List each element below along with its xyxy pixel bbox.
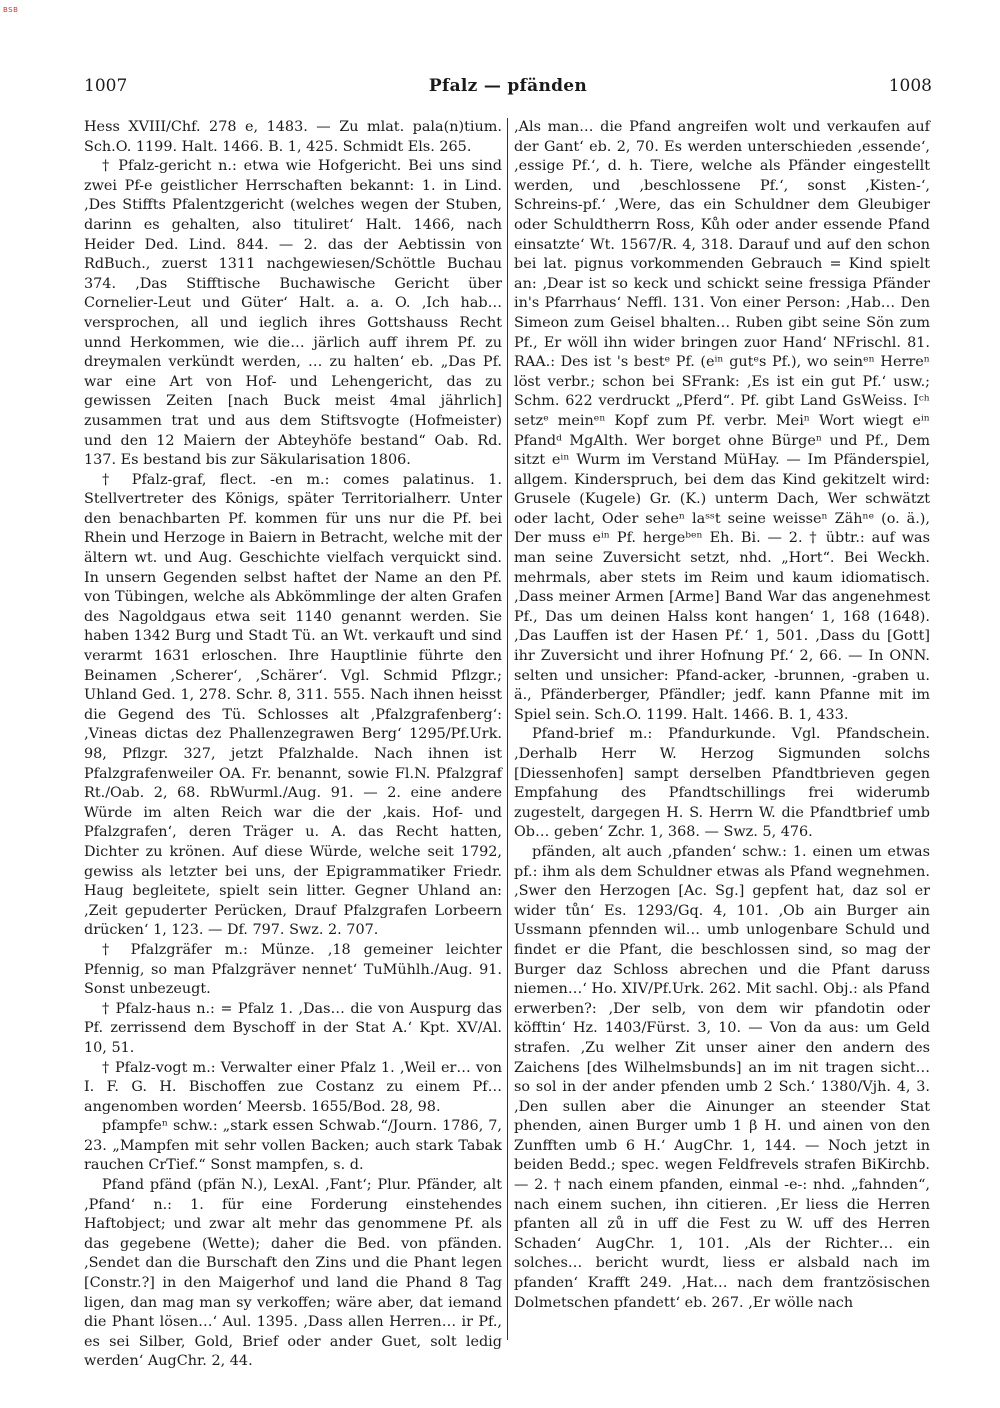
- entry-pfalz-gericht: † Pfalz-gericht n.: etwa wie Hofgericht. Bei uns sind zwei Pf-e geistlicher Herrschaften bekannt: 1. in Lind. ‚Des Stiffts Pfalentzgericht (welches wegen der Stuben, darinn es gehalten, also tituliret‘ Halt. 1466, nach Heider Ded. Lind. 844. — 2. das der Aebtissin von RdBuch., zuerst 1311 nachgewiesen/Schöttle Buchau 374. ‚Das Stifftische Buchawische Gericht über Cornelier-Leut und Güter‘ Halt. a. a. O. ‚Ich hab… versprochen, all und ieglich ihres Gottshauss Recht unnd Herkommen, wie die… järlich auff ihrem Pf. zu dreymalen verkündt werden, … zu halten‘ eb. „Das Pf. war eine Art von Hof- und Lehengericht, das zu gewissen Zeiten [nach Buck meist 4mal jährlich] zusammen trat und aus dem Stiftsvogte (Hofmeister) und den 12 Maiern der Abteyhöfe bestand“ Oab. Rd. 137. Es bestand bis zur Säkularisation 1806.: [84, 158, 502, 469]
- entry-pfalz-graf: † Pfalz-graf, flect. -en m.: comes palatinus. 1. Stellvertreter des Königs, später Territorialherr. Unter den benachbarten Pf. kommen für uns nur die Pf. bei Rhein und Herzoge in Baiern in Betracht, welche mit der ältern wt. und Aug. Geschichte vielfach verquickt sind. In unsern Gegenden selbst haftet der Name an den Pf. von Tübingen, welche als Abkömmlinge der alten Grafen des Nagoldgaus etwa seit 1140 genannt werden. Sie haben 1342 Burg und Stadt Tü. an Wt. verkauft und sind verarmt 1631 erloschen. Ihre Hauptlinie führte den Beinamen ‚Scherer‘, ‚Schärer‘. Vgl. Schmid Pflzgr.; Uhland Ged. 1, 278. Schr. 8, 311. 555. Nach ihnen heisst die Gegend des Tü. Schlosses alt ‚Pfalzgrafenberg‘: ‚Vineas dictas dez Phallenzegrawen Berg‘ 1295/Pf.Urk. 98, Pflzgr. 327, jetzt Pfalzhalde. Nach ihnen ist Pfalzgrafenweiler OA. Fr. benannt, sowie Fl.N. Pfalzgraf Rt./Oab. 2, 68. RbWurml./Aug. 91. — 2. eine andere Würde im alten Reich war die der ‚kais. Hof- und Pfalzgrafen‘, deren Träger u. A. das Recht hatten, Dichter zu krönen. Auf diese Würde, welche seit 1792, gewiss als letzter bei uns, der Epigrammatiker Friedr. Haug begleitete, spielt sein litter. Gegner Uhland an: ‚Zeit gepuderter Perücken, Drauf Pfalzgrafen Lorbeern drücken‘ 1, 123. — Df. 797. Swz. 2. 707.: [84, 471, 502, 939]
- column-divider: [507, 118, 508, 1340]
- entry-pfalz-haus: † Pfalz-haus n.: = Pfalz 1. ‚Das… die von Auspurg das Pf. zerrissend dem Byschoff in der Stat A.‘ Kpt. XV/Al. 10, 51.: [84, 1000, 502, 1056]
- page-header: [84, 76, 932, 100]
- library-stamp: BSB: [3, 6, 19, 14]
- entry-pfand-continuation: ‚Als man… die Pfand angreifen wolt und verkaufen auf der Gant‘ eb. 2, 70. Es werden unterschieden ‚essende‘, ‚essige Pf.‘, d. h. Tiere, welche als Pfänder eingestellt werden, und ‚beschlossene Pf.‘, sonst ‚Kisten-‘, Schreins-pf.‘ ‚Were, das ein Schuldner dem Gleubiger oder Schuldtherrn Ross, Kůh oder ander essende Pfand einsatzte‘ Wt. 1567/R. 4, 318. Darauf und auf den schon bei lat. pignus vorkommenden Gebrauch = Kind spielt an: ‚Dear ist so keck und schickt seine fressiga Pfänder in's Pfarrhaus‘ Neffl. 131. Von einer Person: ‚Hab… Den Simeon zum Geisel bhalten… Ruben gibt seine Sön zum Pf., Er wöll ihn wider bringen zuor Hand‘ NFrischl. 81. RAA.: Des ist 's bestᵉ Pf. (eⁱⁿ gutᵉs Pf.), wo seinᵉⁿ Herreⁿ löst verbr.; schon bei SFrank: ‚Es ist ein gut Pf.‘ usw.; Schm. 622 verdruckt „Pferd“. Pf. gibt Land GsWeiss. Iᶜʰ setzᵉ meinᵉⁿ Kopf zum Pf. verbr. Meiⁿ Wort wiegt eⁱⁿ Pfandᵈ MgAlth. Wer borget ohne Bürgeⁿ und Pf., Dem sitzt eⁱⁿ Wurm im Verstand MüHay. — Im Pfänderspiel, allgem. Kinderspruch, bei dem das Kind gekitzelt wird: Grusele (Kugele) Gr. (K.) unterm Dach, Wer schwätzt oder lacht, Oder seheⁿ laˢˢt seine weisseⁿ Zähⁿᵉ (o. ä.), Der muss eⁱⁿ Pf. hergeᵇᵉⁿ Eh. Bi. — 2. † übtr.: auf was man seine Zuversicht setzt, nhd. „Hort“. Bei Weckh. mehrmals, aber stets im Reim und kaum idiomatisch. ‚Dass meiner Armen [Arme] Band War das angenehmest Pf., Das um deinen Halss kont hangen‘ 1, 168 (1648). ‚Das Lauffen ist der Hasen Pf.‘ 1, 501. ‚Dass du [Gott] ihr Zuversicht und ihrer Hofnung Pf.‘ 2, 66. — In ONN. selten und unsicher: Pfand-acker, -brunnen, -graben u. ä., Pfänderberger, Pfändler; jedf. kann Pfanne mit im Spiel sein. Sch.O. 1199. Halt. 1466. B. 1, 433.: [514, 119, 930, 723]
- entry-pfand-brief: Pfand-brief m.: Pfandurkunde. Vgl. Pfandschein. ‚Derhalb Herr W. Herzog Sigmunden solchs [Diessenhofen] sampt derselben Pfandtbrieven gegen Empfahung des Pfandtschillings frei widerumb zugestelt, dargegen H. S. Herrn W. die Pfandtbrief umb Ob… geben‘ Zchr. 1, 368. — Swz. 5, 476.: [514, 726, 930, 841]
- entry-pfampfen: pfampfeⁿ schw.: „stark essen Schwab.“/Journ. 1786, 7, 23. „Mampfen mit sehr vollen Backen; auch stark Tabak rauchen CrTief.“ Sonst mampfen, s. d.: [84, 1118, 502, 1174]
- entry-pfaenden: pfänden, alt auch ‚pfanden‘ schw.: 1. einen um etwas pf.: ihm als dem Schuldner etwas als Pfand wegnehmen. ‚Swer den Herzogen [Ac. Sg.] gepfent hat, daz sol er wider tůn‘ Es. 1293/Gq. 4, 101. ‚Ob ain Burger ain Ussmann pfennden wil… umb unlogenbare Schuld und findet er die Pfant, die beschlossen sind, so mag der Burger daz Schloss abrechen und die Pfant daruss niemen…‘ Ho. XIV/Pf.Urk. 262. Mit sachl. Obj.: als Pfand erwerben?: ‚Der selb, von dem wir pfandotin oder köfftin‘ Hz. 1403/Fürst. 3, 10. — Von da aus: um Geld strafen. ‚Zu welher Zit unser ainer den andern des Zaichens [des Wilhelmsbunds] an im nit tragen sicht… so sol in der ander pfenden umb 2 Sch.‘ 1380/Vjh. 4, 3. ‚Den sullen aber die Ainunger an steender Stat phenden, ainen Burger umb 1 β H. und ainen von den Zunfften umb 6 H.‘ AugChr. 1, 144. — Noch jetzt in beiden Bedd.; spec. wegen Feldfrevels strafen BiKirchb. — 2. † nach einem pfanden, einmal -e-: nhd. „fahnden“, nach einem suchen, ihn citieren. ‚Er liess die Herren pfanten all zů in uff die Fest zu W. uff des Herren Schaden‘ AugChr. 1, 101. ‚Als der Richter… ein solches… bericht wurdt, liess er alsbald nach im pfanden‘ Krafft 249. ‚Hat… nach dem frantzösischen Dolmetschen pfandett‘ eb. 267. ‚Er wölle nach: [514, 843, 930, 1311]
- running-title: Pfalz — pfänden: [428, 76, 588, 96]
- entry-pfand: Pfand pfänd (pfän N.), LexAl. ‚Fant‘; Plur. Pfänder, alt ‚Pfand‘ n.: 1. für eine Forderung einstehendes Haftobject; und zwar alt mehr das genommene Pf. als das gegebene (Wette); daher die Bed. von pfänden. ‚Sendet dan die Burschaft den Zins und die Phant legen [Constr.?] in den Maigerhof und land die Phand 8 Tag ligen, dan mag man sy verkoffen; wäre aber, dat iemand die Phant lösen…‘ Aul. 1395. ‚Dass allen Herren… ir Pf., es sei Silber, Gold, Brief oder ander Guet, solt ledig werden‘ AugChr. 2, 44.: [84, 1177, 502, 1370]
- page-number-right: 1008: [888, 76, 932, 96]
- left-column: [84, 118, 502, 1370]
- entry-continuation: Hess XVIII/Chf. 278 e, 1483. — Zu mlat. pala(n)tium. Sch.O. 1199. Halt. 1466. B. 1, 425. Schmidt Els. 265.: [84, 119, 502, 155]
- entry-pfalz-vogt: † Pfalz-vogt m.: Verwalter einer Pfalz 1. ‚Weil er… von I. F. G. H. Bischoffen zue Costanz zu einem Pf… angenomben worden‘ Meersb. 1655/Bod. 28, 98.: [84, 1059, 502, 1115]
- page-number-left: 1007: [84, 76, 128, 96]
- entry-pfalzgraefer: † Pfalzgräfer m.: Münze. ‚18 gemeiner leichter Pfennig, so man Pfalzgräver nennet‘ TuMühlh./Aug. 91. Sonst unbezeugt.: [84, 941, 502, 998]
- right-column: [514, 118, 930, 1348]
